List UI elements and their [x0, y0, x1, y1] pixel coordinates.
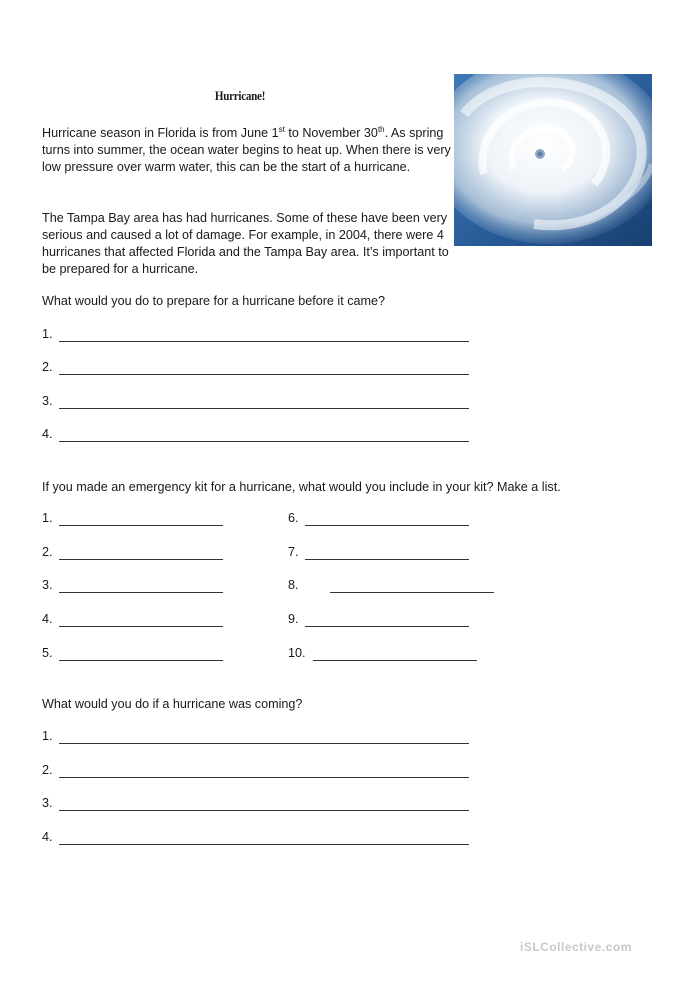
intro-text: . As spring turns into summer, the ocean water begins to heat up. When there is very low pressure over warm water, this can be the start of a hurricane. [42, 126, 451, 174]
answer-blank[interactable] [305, 546, 469, 560]
question-prepare: What would you do to prepare for a hurricane before it came? [42, 294, 386, 308]
answer-blank[interactable] [59, 797, 469, 811]
kit-item-4[interactable] [42, 612, 223, 627]
answer-line-coming-4[interactable] [42, 830, 469, 845]
answer-blank[interactable] [330, 579, 494, 593]
answer-blank[interactable] [59, 730, 469, 744]
answer-line-coming-3[interactable] [42, 796, 469, 811]
answer-number: 5. [42, 646, 53, 660]
answer-blank[interactable] [305, 512, 469, 526]
answer-number: 1. [42, 327, 53, 341]
answer-line-prepare-1[interactable] [42, 327, 469, 342]
answer-blank[interactable] [59, 428, 469, 442]
answer-blank[interactable] [59, 579, 223, 593]
answer-number: 9. [288, 612, 299, 626]
kit-item-3[interactable] [42, 578, 223, 593]
answer-number: 1. [42, 729, 53, 743]
answer-line-coming-1[interactable] [42, 729, 469, 744]
answer-blank[interactable] [59, 764, 469, 778]
kit-item-9[interactable] [288, 612, 469, 627]
question-hurricane-coming: What would you do if a hurricane was coming? [42, 697, 303, 711]
answer-number: 2. [42, 545, 53, 559]
answer-blank[interactable] [313, 647, 477, 661]
answer-number: 8. [288, 578, 299, 592]
kit-item-5[interactable] [42, 646, 223, 661]
answer-number: 10. [288, 646, 306, 660]
answer-blank[interactable] [59, 512, 223, 526]
answer-line-coming-2[interactable] [42, 763, 469, 778]
answer-number: 4. [42, 830, 53, 844]
answer-number: 7. [288, 545, 299, 559]
answer-blank[interactable] [59, 361, 469, 375]
answer-blank[interactable] [59, 546, 223, 560]
intro-paragraph-2: The Tampa Bay area has had hurricanes. Some of these have been very serious and caused a lot of damage. For example, in 2004, there were 4 hurricanes that affected Florida and the Tampa Bay area. It’s important to be prepared for a hurricane. [42, 211, 449, 276]
answer-blank[interactable] [59, 395, 469, 409]
answer-number: 6. [288, 511, 299, 525]
kit-item-2[interactable] [42, 545, 223, 560]
answer-blank[interactable] [59, 613, 223, 627]
answer-line-prepare-4[interactable] [42, 427, 469, 442]
answer-line-prepare-3[interactable] [42, 394, 469, 409]
answer-number: 2. [42, 763, 53, 777]
answer-blank[interactable] [59, 831, 469, 845]
ordinal-suffix: st [278, 124, 285, 134]
intro-paragraph-1 [42, 125, 452, 176]
kit-item-10[interactable] [288, 646, 477, 661]
kit-item-6[interactable] [288, 511, 469, 526]
kit-item-7[interactable] [288, 545, 469, 560]
answer-line-prepare-2[interactable] [42, 360, 469, 375]
answer-blank[interactable] [59, 647, 223, 661]
hurricane-icon [454, 74, 652, 246]
answer-number: 3. [42, 578, 53, 592]
answer-number: 3. [42, 796, 53, 810]
ordinal-suffix: th [377, 124, 385, 134]
question-emergency-kit: If you made an emergency kit for a hurricane, what would you include in your kit? Make a list. [42, 480, 561, 494]
hurricane-satellite-image [454, 74, 652, 246]
answer-number: 4. [42, 427, 53, 441]
watermark: iSLCollective.com [520, 940, 632, 954]
kit-item-8[interactable] [288, 578, 494, 593]
answer-blank[interactable] [59, 328, 469, 342]
intro-text: to November 30 [284, 126, 378, 140]
answer-number: 3. [42, 394, 53, 408]
answer-number: 4. [42, 612, 53, 626]
intro-text: Hurricane season in Florida is from June 1 [42, 126, 279, 140]
answer-blank[interactable] [305, 613, 469, 627]
kit-item-1[interactable] [42, 511, 223, 526]
page-title: Hurricane! [214, 88, 266, 103]
answer-number: 1. [42, 511, 53, 525]
answer-number: 2. [42, 360, 53, 374]
